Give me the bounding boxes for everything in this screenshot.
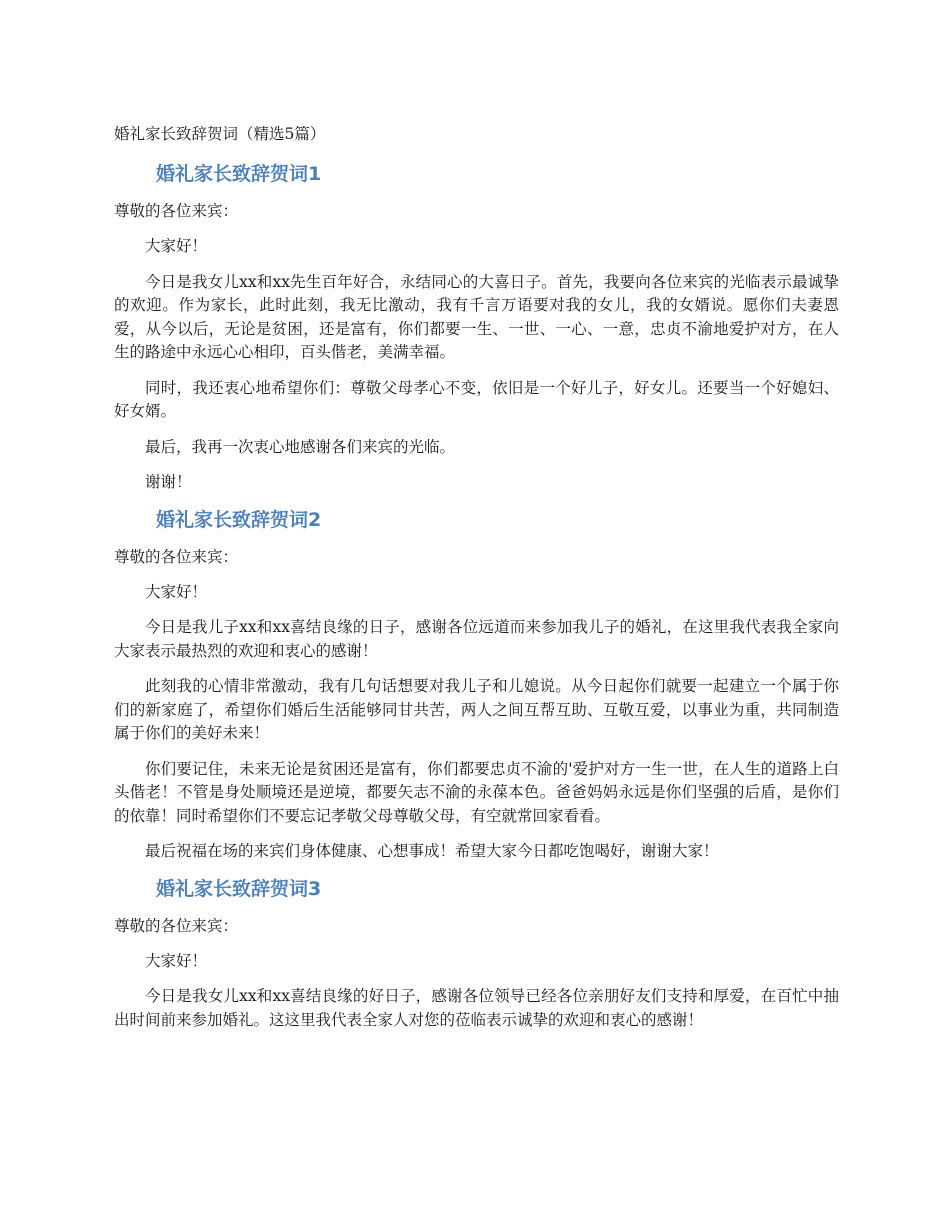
section-1 [114,161,839,495]
salutation: 尊敬的各位来宾： [114,916,239,935]
paragraph: 大家好！ [145,237,208,255]
paragraph: 最后祝福在场的来宾们身体健康、心想事成！希望大家今日都吃饱喝好，谢谢大家！ [145,842,719,860]
paragraph: 此刻我的心情非常激动，我有几句话想要对我儿子和儿媳说。从今日起你们就要一起建立一个属于你们的新家庭了，希望你们婚后生活能够同甘共苦，两人之间互帮互助、互敬互爱，以事业为重，共同制造属于你们的美好未来！ [114,677,839,742]
paragraph: 今日是我女儿xx和xx喜结良缘的好日子，感谢各位领导已经各位亲朋好友们支持和厚爱，在百忙中抽出时间前来参加婚礼。这这里我代表全家人对您的莅临表示诚挚的欢迎和衷心的感谢！ [114,987,839,1029]
section-heading: 婚礼家长致辞贺词2 [156,508,322,531]
section-heading: 婚礼家长致辞贺词1 [156,163,322,185]
section-2 [114,507,839,864]
paragraph: 最后，我再一次衷心地感谢各们来宾的光临。 [145,437,456,456]
salutation: 尊敬的各位来宾： [114,202,239,220]
paragraph: 谢谢！ [145,473,192,491]
section-heading: 婚礼家长致辞贺词3 [156,877,322,900]
section-3 [114,876,839,1033]
paragraph: 同时，我还衷心地希望你们：尊敬父母孝心不变，依旧是一个好儿子，好女儿。还要当一个好媳妇、好女婿。 [114,378,839,420]
paragraph: 今日是我儿子xx和xx喜结良缘的日子，感谢各位远道而来参加我儿子的婚礼，在这里我代表我全家向大家表示最热烈的欢迎和衷心的感谢！ [114,618,839,660]
paragraph: 大家好！ [145,582,208,601]
paragraph: 你们要记住，未来无论是贫困还是富有，你们都要忠贞不渝的'爱护对方一生一世，在人生的道路上白头偕老！不管是身处顺境还是逆境，都要矢志不渝的永葆本色。爸爸妈妈永远是你们坚强的后盾，是你们的依靠！同时希望你们不要忘记孝敬父母尊敬父母，有空就常回家看看。 [114,759,839,825]
paragraph: 今日是我女儿xx和xx先生百年好合，永结同心的大喜日子。首先，我要向各位来宾的光临表示最诚挚的欢迎。作为家长，此时此刻，我无比激动，我有千言万语要对我的女儿，我的女婿说。愿你们夫妻恩爱，从今以后，无论是贫困，还是富有，你们都要一生、一世、一心、一意，忠贞不渝地爱护对方，在人生的路途中永远心心相印，百头偕老，美满幸福。 [114,272,839,361]
paragraph: 大家好！ [145,951,208,970]
salutation: 尊敬的各位来宾： [114,547,239,566]
document-title: 婚礼家长致辞贺词（精选5篇） [114,125,326,143]
